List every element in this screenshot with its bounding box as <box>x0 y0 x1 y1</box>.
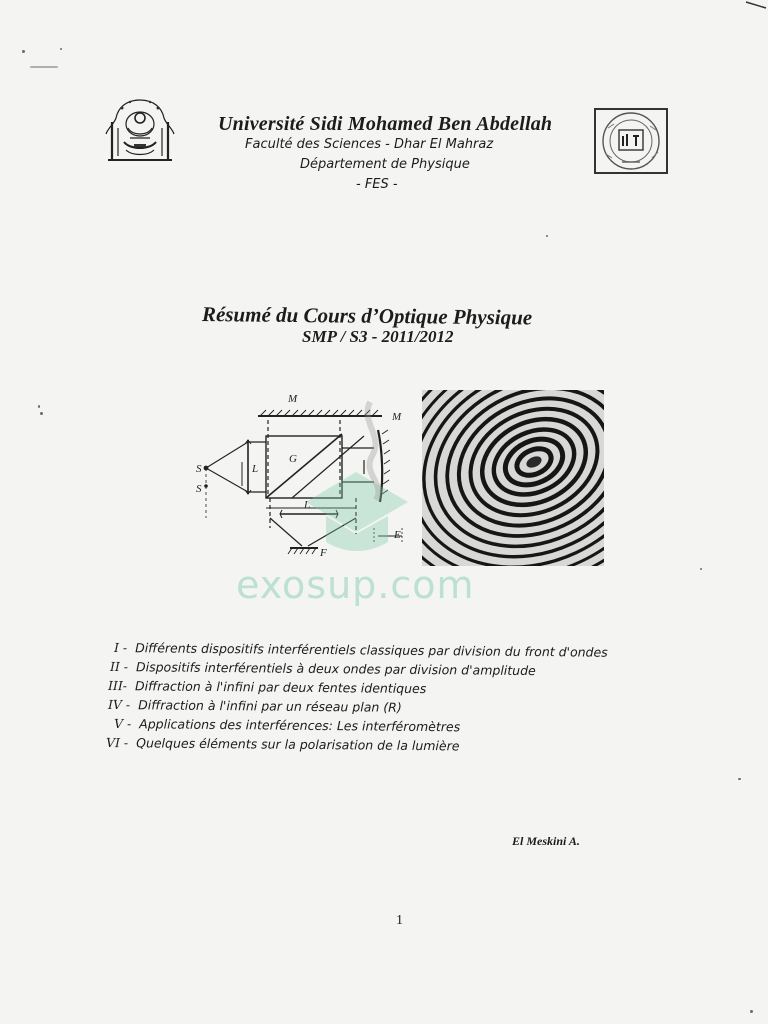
label-s1: S <box>196 483 202 495</box>
document-subtitle: SMP / S3 - 2011/2012 <box>302 327 454 346</box>
item-number: IV - <box>107 697 131 713</box>
label-l1-horizontal: L <box>304 499 311 511</box>
item-number: VI - <box>105 735 129 751</box>
document-title: Résumé du Cours d’Optique Physique <box>201 302 533 330</box>
interference-fringes-image <box>422 390 604 566</box>
page-number: 1 <box>396 913 403 928</box>
watermark-text: exosup.com <box>236 563 475 607</box>
faculty-name: Faculté des Sciences - Dhar El Mahraz <box>245 137 494 152</box>
faculty-stamp-logo <box>592 106 670 176</box>
list-item <box>114 640 608 660</box>
label-e: E <box>394 529 401 541</box>
label-m1: M <box>288 393 298 405</box>
list-item <box>108 697 402 715</box>
list-item <box>110 659 536 678</box>
label-g: G <box>289 453 297 465</box>
label-l1-vertical: L <box>252 463 259 475</box>
item-text: Diffraction à l'infini par deux fentes identiques <box>134 678 427 697</box>
scan-speck <box>22 50 25 53</box>
scan-speck <box>40 412 43 415</box>
item-text: Applications des interférences: Les interféromètres <box>139 716 461 735</box>
item-number: V - <box>113 716 132 732</box>
university-emblem-logo <box>100 94 180 170</box>
item-number: III- <box>107 678 128 694</box>
list-item <box>108 678 426 696</box>
item-number: II - <box>109 659 129 675</box>
list-item <box>114 716 460 734</box>
university-name: Université Sidi Mohamed Ben Abdellah <box>218 113 553 135</box>
label-m2: M <box>392 411 402 423</box>
item-text: Dispositifs interférentiels à deux ondes par division d'amplitude <box>135 659 536 679</box>
watermark-logo-icon <box>296 392 416 562</box>
item-text: Diffraction à l'infini par un réseau plan (R) <box>138 697 402 715</box>
label-f: F <box>320 547 327 559</box>
list-item <box>106 735 460 753</box>
city-name: - FES - <box>356 177 398 192</box>
department-name: Département de Physique <box>300 157 470 172</box>
scan-speck <box>738 778 741 780</box>
item-text: Quelques éléments sur la polarisation de la lumière <box>136 735 460 754</box>
scan-speck <box>700 568 702 570</box>
label-s: S <box>196 463 202 475</box>
item-number: I - <box>113 640 128 656</box>
scan-speck <box>750 1010 753 1013</box>
scan-speck <box>30 66 58 68</box>
scan-speck <box>60 48 62 50</box>
item-text: Différents dispositifs interférentiels classiques par division du front d'ondes <box>135 640 608 660</box>
corner-mark <box>744 0 768 10</box>
author-name: El Meskini A. <box>512 834 580 848</box>
scan-speck <box>546 235 548 237</box>
scan-speck <box>38 405 40 408</box>
